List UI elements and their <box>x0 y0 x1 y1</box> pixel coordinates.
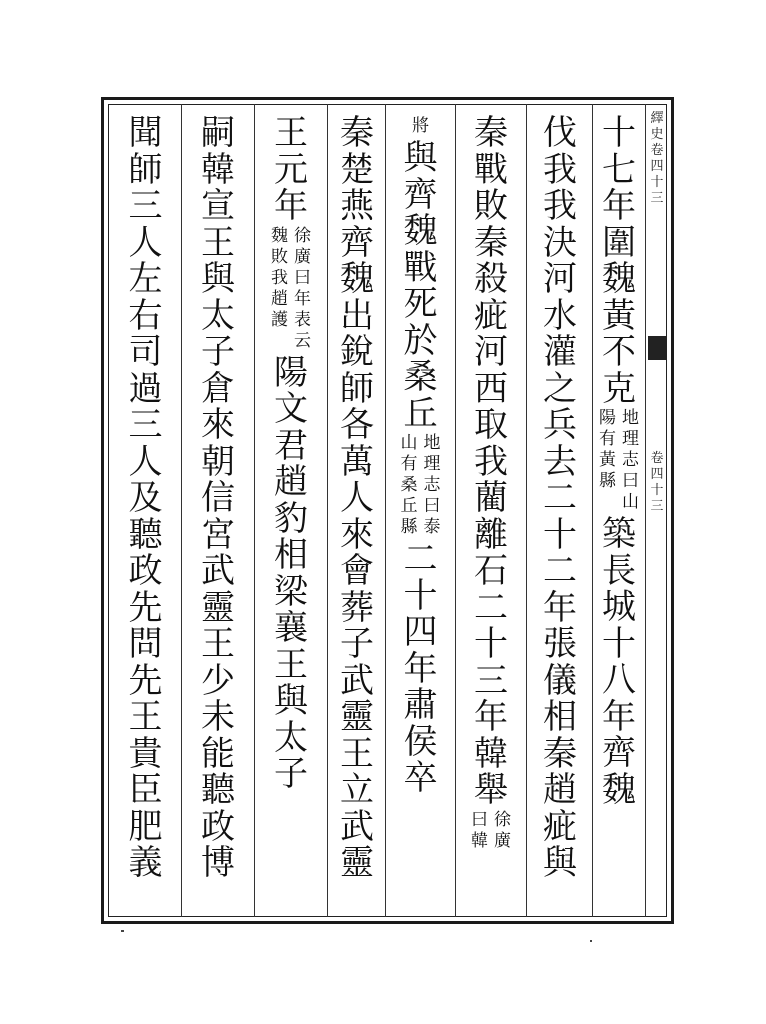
main-character: 師 <box>340 368 374 409</box>
margin-character: 三 <box>650 191 664 206</box>
main-character: 未 <box>201 697 235 737</box>
main-character: 三 <box>128 405 163 445</box>
main-character: 二 <box>543 478 577 518</box>
note-character: 敗 <box>271 246 288 267</box>
main-character: 不 <box>602 332 636 372</box>
main-character: 齊 <box>602 733 636 773</box>
main-character: 我 <box>543 186 577 226</box>
main-character: 聽 <box>128 514 163 555</box>
margin-volume-label <box>648 452 666 516</box>
main-character: 死 <box>403 284 438 324</box>
main-character: 於 <box>403 320 438 361</box>
main-character: 年 <box>403 648 438 689</box>
main-character: 聽 <box>201 770 235 810</box>
main-character: 圍 <box>602 222 636 263</box>
note-character: 有 <box>599 429 616 449</box>
main-character: 桑 <box>403 357 438 397</box>
main-character: 築 <box>602 514 636 554</box>
main-character: 十 <box>602 113 636 153</box>
main-character: 倉 <box>201 368 235 409</box>
main-character: 水 <box>543 295 577 336</box>
note-character: 廣 <box>294 246 311 267</box>
main-character: 河 <box>543 259 577 299</box>
main-character: 義 <box>128 843 163 883</box>
main-character: 二 <box>403 539 438 579</box>
column-divider <box>455 104 456 917</box>
main-character: 朝 <box>201 441 235 482</box>
main-character: 戰 <box>403 247 438 288</box>
main-character: 子 <box>201 332 235 372</box>
note-character: 縣 <box>400 517 418 537</box>
note-character: 志 <box>423 475 441 495</box>
main-character: 文 <box>274 389 308 429</box>
note-character: 丘 <box>400 496 418 516</box>
margin-character: 四 <box>650 467 664 482</box>
text-column-4 <box>387 116 454 798</box>
main-character: 少 <box>201 660 235 701</box>
main-character: 與 <box>274 681 308 721</box>
main-character: 立 <box>340 770 374 810</box>
note-character: 曰 <box>471 809 488 830</box>
main-character: 克 <box>602 368 636 409</box>
main-text-run <box>336 113 378 883</box>
main-text-run <box>400 138 442 434</box>
text-column-8 <box>110 113 181 883</box>
note-character: 表 <box>294 309 311 330</box>
main-character: 元 <box>274 149 308 190</box>
main-character: 八 <box>602 660 636 700</box>
note-character: 韓 <box>471 830 488 851</box>
main-character: 去 <box>543 441 577 482</box>
main-character: 之 <box>543 368 577 409</box>
main-character: 魏 <box>602 769 636 810</box>
main-character: 疵 <box>543 806 577 847</box>
main-character: 襄 <box>274 608 308 648</box>
main-character: 肥 <box>128 806 163 847</box>
note-character: 徐 <box>294 225 311 246</box>
main-character: 趙 <box>543 770 577 810</box>
margin-character: 四 <box>650 159 664 174</box>
text-column-5 <box>329 113 385 883</box>
main-character: 卒 <box>403 758 438 798</box>
main-character: 人 <box>128 441 163 482</box>
main-character: 與 <box>543 843 577 883</box>
main-character: 貴 <box>128 733 163 774</box>
main-character: 政 <box>128 551 163 591</box>
note-character: 曰 <box>622 471 639 491</box>
note-character: 護 <box>271 309 288 330</box>
text-column-6 <box>256 113 326 794</box>
main-text-run <box>400 539 442 798</box>
main-character: 取 <box>474 405 508 445</box>
main-character: 王 <box>128 697 163 737</box>
main-character: 及 <box>128 478 163 518</box>
main-character: 先 <box>128 660 163 701</box>
main-character: 年 <box>274 186 308 226</box>
text-column-7 <box>183 113 253 883</box>
main-character: 武 <box>201 551 235 591</box>
main-character: 燕 <box>340 186 374 226</box>
main-character: 年 <box>602 696 636 737</box>
main-text-run <box>598 113 640 409</box>
main-character: 先 <box>128 587 163 628</box>
main-character: 過 <box>128 368 163 409</box>
main-character: 王 <box>274 644 308 685</box>
main-character: 政 <box>201 806 235 847</box>
main-character: 年 <box>543 587 577 628</box>
main-character: 韓 <box>474 733 508 774</box>
main-character: 左 <box>128 259 163 299</box>
main-character: 魏 <box>403 211 438 251</box>
margin-book-title <box>648 112 666 208</box>
note-character: 年 <box>294 288 311 309</box>
main-character: 信 <box>201 478 235 518</box>
main-character: 藺 <box>474 478 508 518</box>
main-character: 石 <box>474 551 508 591</box>
annotation-note <box>599 410 639 515</box>
main-character: 十 <box>543 514 577 555</box>
column-divider <box>254 104 255 917</box>
main-character: 侯 <box>403 721 438 762</box>
main-character: 七 <box>602 149 636 190</box>
main-character: 二 <box>543 551 577 591</box>
main-character: 來 <box>340 514 374 555</box>
annotation-left-line <box>271 225 288 354</box>
margin-character: 十 <box>650 175 664 190</box>
main-character: 王 <box>201 222 235 263</box>
main-character: 二 <box>474 587 508 628</box>
column-divider <box>385 104 386 917</box>
main-character: 灌 <box>543 332 577 372</box>
main-character: 能 <box>201 733 235 774</box>
note-character: 地 <box>423 433 441 453</box>
main-character: 秦 <box>474 113 508 153</box>
main-character: 聞 <box>128 113 163 153</box>
main-character: 伐 <box>543 113 577 153</box>
note-character: 徐 <box>494 809 511 830</box>
note-character: 山 <box>622 492 639 512</box>
note-character: 縣 <box>599 471 616 491</box>
text-column-2 <box>528 113 592 883</box>
annotation-note <box>401 435 441 540</box>
main-character: 相 <box>543 697 577 737</box>
main-character: 武 <box>340 660 374 701</box>
main-character: 戰 <box>474 149 508 190</box>
main-text-run <box>125 113 167 883</box>
note-character: 陽 <box>599 408 616 428</box>
note-character: 理 <box>423 454 441 474</box>
note-character: 將 <box>412 116 429 136</box>
main-character: 太 <box>201 295 235 336</box>
main-character: 張 <box>543 624 577 664</box>
annotation-left-line <box>471 809 488 854</box>
note-character: 志 <box>622 450 639 470</box>
main-character: 城 <box>602 587 636 627</box>
main-character: 楚 <box>340 149 374 190</box>
annotation-left-line <box>599 410 616 515</box>
main-character: 銳 <box>340 332 374 372</box>
note-character: 山 <box>400 433 418 453</box>
main-character: 師 <box>128 149 163 190</box>
main-character: 齊 <box>340 222 374 263</box>
annotation-left-line <box>401 435 418 540</box>
note-character: 地 <box>622 408 639 428</box>
margin-character: 三 <box>650 499 664 514</box>
main-character: 秦 <box>474 222 508 263</box>
main-character: 豹 <box>274 498 308 539</box>
margin-character: 史 <box>650 127 664 142</box>
main-character: 十 <box>403 575 438 616</box>
main-character: 來 <box>201 405 235 445</box>
annotation-right-line <box>622 410 639 515</box>
main-character: 肅 <box>403 685 438 725</box>
main-character: 與 <box>201 259 235 299</box>
main-character: 韓 <box>201 149 235 190</box>
main-character: 儀 <box>543 660 577 701</box>
main-character: 萬 <box>340 441 374 482</box>
main-character: 君 <box>274 425 308 466</box>
main-character: 王 <box>340 733 374 774</box>
note-character: 泰 <box>423 517 441 537</box>
main-character: 與 <box>403 138 438 178</box>
main-character: 魏 <box>602 259 636 299</box>
main-text-run <box>197 113 239 883</box>
main-character: 離 <box>474 514 508 555</box>
annotation-right-line <box>412 118 429 139</box>
main-character: 子 <box>274 754 308 794</box>
main-text-run <box>598 514 640 810</box>
main-character: 決 <box>543 222 577 263</box>
main-character: 長 <box>602 550 636 591</box>
note-character: 桑 <box>400 475 418 495</box>
annotation-note <box>471 809 511 854</box>
main-character: 四 <box>403 612 438 652</box>
main-character: 人 <box>340 478 374 518</box>
note-character: 有 <box>400 454 418 474</box>
main-character: 河 <box>474 332 508 372</box>
scan-speck <box>590 940 592 942</box>
main-character: 靈 <box>340 697 374 737</box>
annotation-note <box>412 118 429 139</box>
column-divider <box>526 104 527 917</box>
main-character: 人 <box>128 222 163 263</box>
annotation-note <box>271 225 311 354</box>
main-character: 問 <box>128 624 163 664</box>
main-character: 會 <box>340 551 374 591</box>
main-character: 西 <box>474 368 508 409</box>
note-character: 曰 <box>294 267 311 288</box>
main-text-run <box>539 113 581 883</box>
column-divider <box>181 104 182 917</box>
main-character: 陽 <box>274 352 308 393</box>
annotation-right-line <box>424 435 441 540</box>
main-character: 殺 <box>474 259 508 299</box>
main-character: 秦 <box>340 113 374 153</box>
margin-character: 卷 <box>650 451 664 466</box>
margin-character: 卷 <box>650 143 664 158</box>
main-character: 舉 <box>474 770 508 810</box>
main-character: 太 <box>274 717 308 758</box>
scan-speck <box>121 930 124 932</box>
main-character: 司 <box>128 332 163 372</box>
main-text-run <box>270 113 312 226</box>
main-character: 敗 <box>474 186 508 226</box>
note-character: 廣 <box>494 830 511 851</box>
main-character: 宣 <box>201 186 235 226</box>
main-character: 魏 <box>340 259 374 299</box>
main-character: 葬 <box>340 587 374 628</box>
main-character: 三 <box>474 660 508 701</box>
margin-character: 十 <box>650 483 664 498</box>
main-character: 相 <box>274 535 308 575</box>
margin-character: 繹 <box>650 111 664 126</box>
main-character: 臣 <box>128 770 163 810</box>
note-character: 趙 <box>271 288 288 309</box>
main-character: 丘 <box>403 393 438 434</box>
main-character: 十 <box>602 623 636 664</box>
note-character: 曰 <box>423 496 441 516</box>
annotation-right-line <box>294 225 311 354</box>
column-divider <box>327 104 328 917</box>
main-character: 王 <box>201 624 235 664</box>
annotation-right-line <box>494 809 511 854</box>
main-character: 秦 <box>543 733 577 774</box>
main-character: 十 <box>474 624 508 664</box>
main-text-run <box>270 352 312 794</box>
main-character: 靈 <box>340 843 374 883</box>
note-character: 理 <box>622 429 639 449</box>
main-character: 靈 <box>201 587 235 628</box>
main-text-run <box>470 113 512 810</box>
main-character: 三 <box>128 186 163 226</box>
main-character: 我 <box>543 149 577 190</box>
main-character: 兵 <box>543 405 577 445</box>
main-character: 我 <box>474 441 508 482</box>
main-character: 王 <box>274 113 308 153</box>
text-column-3 <box>457 113 525 856</box>
main-character: 黃 <box>602 295 636 336</box>
note-character: 云 <box>294 330 311 351</box>
main-character: 年 <box>474 697 508 737</box>
fishtail-mark <box>648 336 666 360</box>
note-character: 魏 <box>271 225 288 246</box>
main-character: 嗣 <box>201 113 235 153</box>
text-column-1 <box>594 113 644 810</box>
main-character: 梁 <box>274 571 308 612</box>
main-character: 右 <box>128 295 163 336</box>
main-character: 武 <box>340 806 374 847</box>
main-character: 出 <box>340 295 374 336</box>
main-character: 宮 <box>201 514 235 555</box>
main-character: 趙 <box>274 462 308 502</box>
main-character: 子 <box>340 624 374 664</box>
main-character: 疵 <box>474 295 508 336</box>
main-character: 年 <box>602 186 636 226</box>
main-character: 博 <box>201 843 235 883</box>
note-character: 我 <box>271 267 288 288</box>
main-character: 齊 <box>403 174 438 215</box>
main-character: 各 <box>340 405 374 445</box>
column-divider <box>592 104 593 917</box>
note-character: 黃 <box>599 450 616 470</box>
